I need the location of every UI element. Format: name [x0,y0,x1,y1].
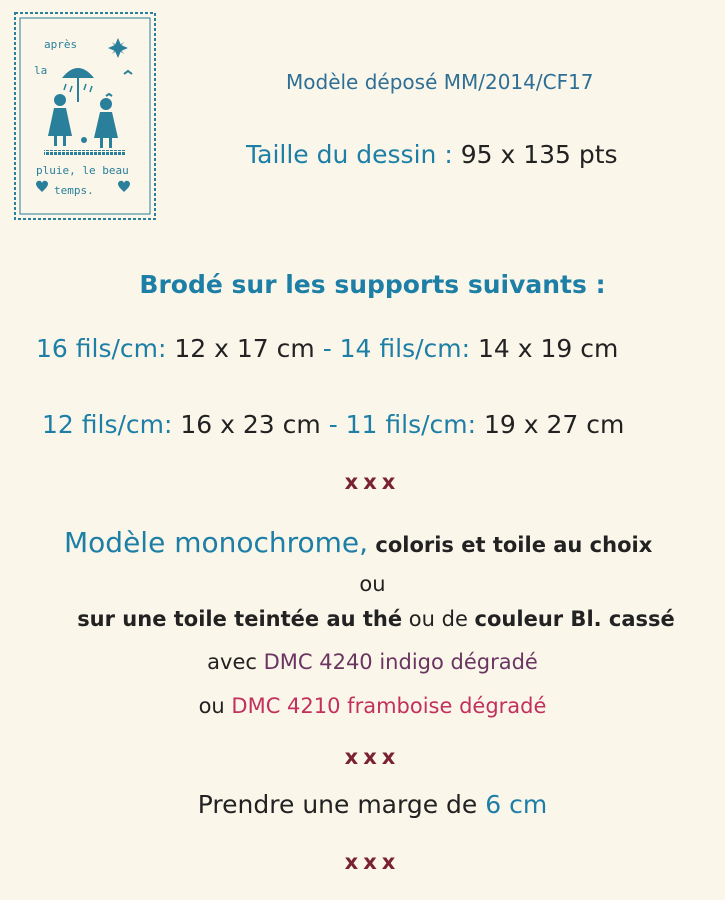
support-row [36,334,618,363]
margin-value: 6 cm [485,790,548,819]
pattern-thumbnail-svg [14,12,156,220]
thread-code: DMC 4240 [263,650,373,674]
fabric-dims: 14 x 19 cm [478,334,619,363]
fabric-dims: 12 x 17 cm [174,334,315,363]
thread-prefix: avec [207,650,264,674]
monochrome-title: Modèle monochrome, [64,526,369,559]
row-separator: - [322,334,340,363]
supports-title: Brodé sur les supports suivants : [139,270,606,299]
bird-icon [106,94,112,96]
thread-count: 14 fils/cm: [339,334,471,363]
design-size [246,140,618,169]
thumb-text-la: la [34,64,48,77]
thread-name: indigo dégradé [372,650,538,674]
fabric-option-color: couleur Bl. cassé [474,607,675,631]
girl-silhouette-icon [94,98,118,148]
monochrome-line [64,526,652,559]
fabric-dims: 16 x 23 cm [180,410,321,439]
girl-silhouette-icon [48,94,72,146]
thread-count: 12 fils/cm: [42,410,173,439]
thumb-text-pluie: pluie, le beau [36,164,129,177]
heart-icon [118,181,130,192]
bird-icon [124,71,132,74]
fabric-option [0,607,725,631]
umbrella-icon [62,68,94,102]
margin-prefix: Prendre une marge de [197,790,486,819]
thread-code: DMC 4210 [231,694,341,718]
section-separator: xxx [344,470,401,494]
fabric-option-or: ou de [402,607,475,631]
pattern-thumbnail [14,12,156,220]
thumb-text-temps: temps. [54,184,94,197]
thread-name: framboise dégradé [340,694,547,718]
design-size-label: Taille du dessin : [246,140,453,169]
margin-instruction [0,790,725,819]
fabric-option-tea: sur une toile teintée au thé [77,607,403,631]
heart-icon [36,181,48,192]
support-row [42,410,624,439]
ground-stitch [44,150,126,156]
row-separator: - [328,410,346,439]
section-separator: xxx [344,745,401,769]
thread-option-1 [0,650,725,674]
or-text: ou [359,572,386,596]
fabric-dims: 19 x 27 cm [484,410,625,439]
flower-icon [81,137,87,143]
section-separator: xxx [344,850,401,874]
thread-option-2 [0,694,725,718]
monochrome-rest: coloris et toile au choix [368,533,653,557]
design-size-value: 95 x 135 pts [460,140,618,169]
thumb-text-apres: après [44,38,78,51]
thread-count: 11 fils/cm: [345,410,477,439]
thread-count: 16 fils/cm: [36,334,167,363]
thread-prefix: ou [198,694,232,718]
model-reference: Modèle déposé MM/2014/CF17 [286,70,594,94]
star-icon [108,38,128,58]
